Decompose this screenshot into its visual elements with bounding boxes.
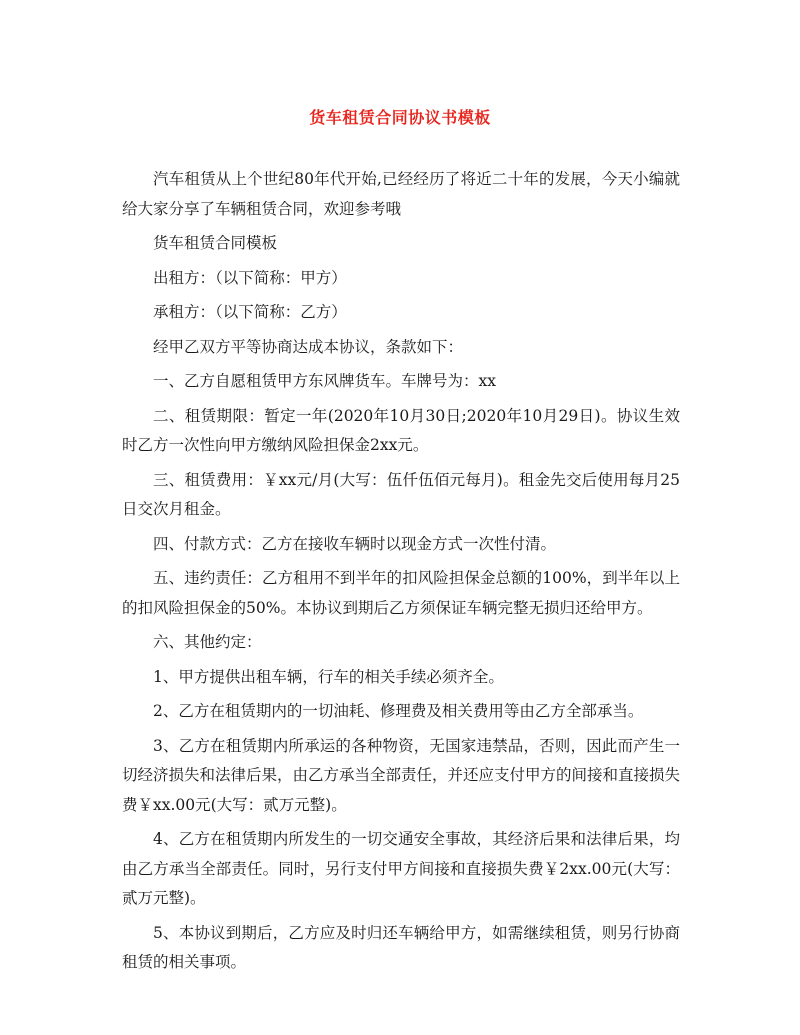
paragraph-subtitle: 货车租赁合同模板: [153, 234, 278, 252]
sub-clause-1: 1、甲方提供出租车辆，行车的相关手续必须齐全。: [153, 667, 504, 686]
sub-clause-4: 4、乙方在租赁期内所发生的一切交通安全事故，其经济后果和法律后果，均由乙方承当全部责任。同时，另行支付甲方间接和直接损失费￥2xx.00元(大写：贰万元整)。: [122, 830, 680, 907]
clause-6: 六、其他约定：: [153, 633, 262, 651]
sub-clause-2: 2、乙方在租赁期内的一切油耗、修理费及相关费用等由乙方全部承当。: [153, 702, 644, 720]
document-title: 货车租赁合同协议书模板: [309, 108, 491, 127]
clause-1: 一、乙方自愿租赁甲方东风牌货车。车牌号为：xx: [153, 372, 496, 390]
paragraph-intro: 汽车租赁从上个世纪80年代开始,已经经历了将近二十年的发展，今天小编就给大家分享了车辆租赁合同，欢迎参考哦: [122, 170, 680, 218]
paragraph-agreement: 经甲乙双方平等协商达成本协议，条款如下：: [153, 337, 464, 356]
sub-clause-5: 5、本协议到期后，乙方应及时归还车辆给甲方，如需继续租赁，则另行协商租赁的相关事项。: [122, 923, 680, 971]
paragraph-lessor: 出租方：（以下简称：甲方）: [153, 268, 347, 287]
clause-5: 五、违约责任：乙方租用不到半年的扣风险担保金总额的100%，到半年以上的扣风险担保金的50%。本协议到期后乙方须保证车辆完整无损归还给甲方。: [122, 569, 680, 617]
document-body: [122, 165, 680, 983]
sub-clause-3: 3、乙方在租赁期内所承运的各种物资，无国家违禁品，否则，因此而产生一切经济损失和法律后果，由乙方承当全部责任，并还应支付甲方的间接和直接损失费￥xx.00元(大写：贰万元整)。: [122, 736, 681, 814]
clause-3: 三、租赁费用：￥xx元/月(大写：伍仟伍佰元每月)。租金先交后使用每月25日交次月租金。: [122, 470, 680, 518]
paragraph-lessee: 承租方：（以下简称：乙方）: [153, 303, 347, 321]
clause-2: 二、租赁期限：暂定一年(2020年10月30日;2020年10月29日)。协议生效时乙方一次性向甲方缴纳风险担保金2xx元。: [122, 406, 680, 454]
clause-4: 四、付款方式：乙方在接收车辆时以现金方式一次性付清。: [153, 534, 557, 553]
